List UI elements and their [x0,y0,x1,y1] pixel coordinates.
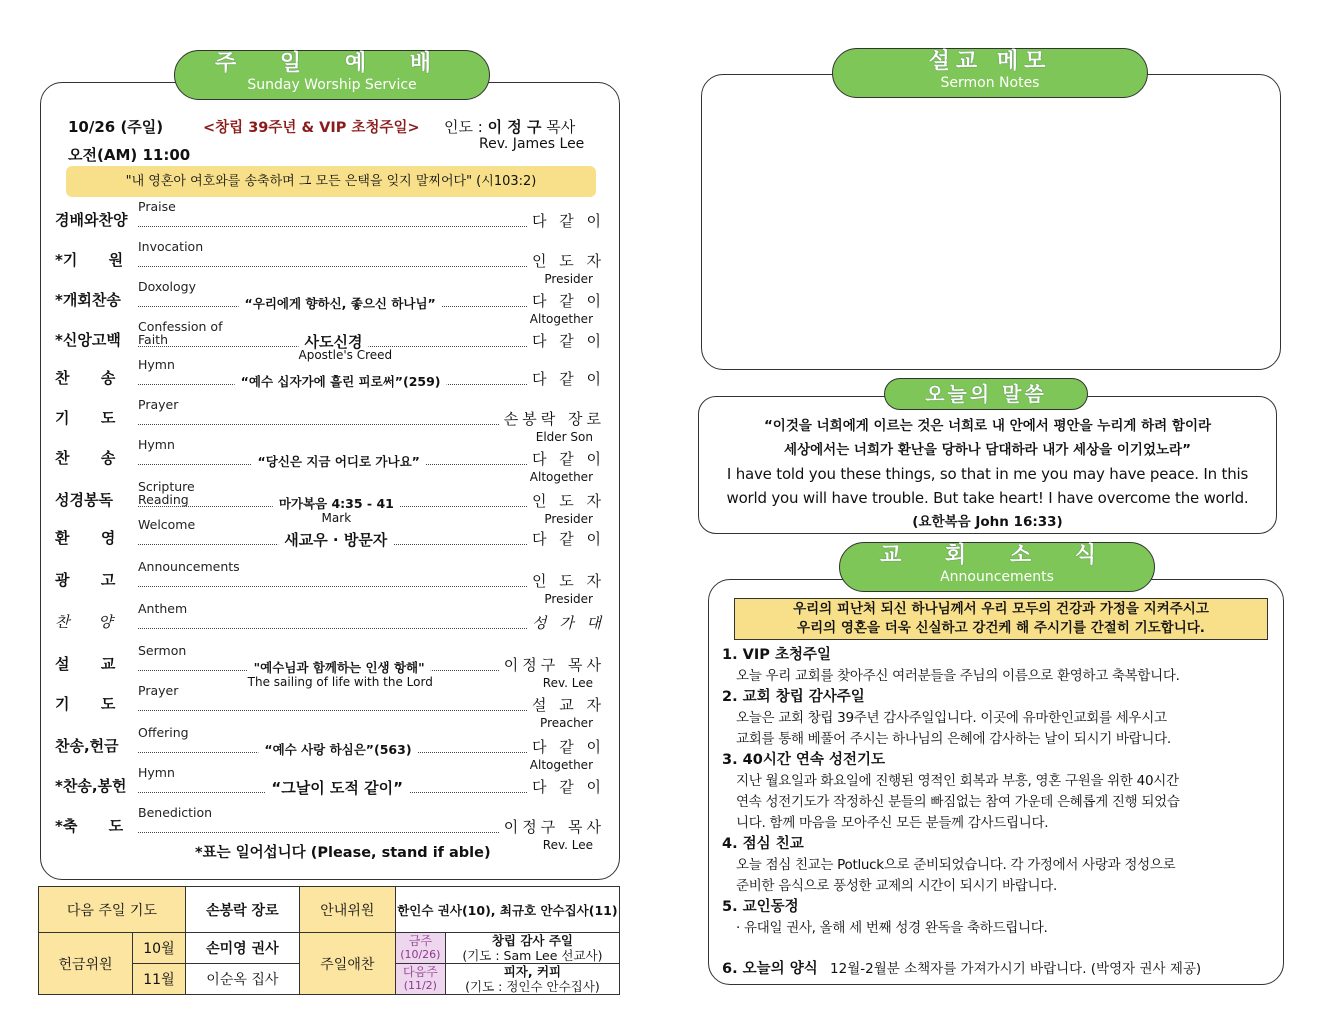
order-detail-text: “당신은 지금 어디로 가나요” [257,454,420,469]
order-label: 기 도 [55,409,116,427]
next-week-prayer: (기도 : 정인수 안수집사) [465,979,600,994]
order-person: 설 교 자 [528,694,605,715]
order-person-en: Presider [544,592,593,606]
word-en-line1: I have told you these things, so that in me you may have peace. In this [726,465,1249,483]
order-row [55,397,605,444]
word-ref: (요한복음 John 16:33) [912,514,1063,530]
order-person: 성 가 대 [528,612,605,633]
announcement-heading: 1. VIP 초청주일 [722,647,831,663]
leader-name: 이 정 구 [487,118,542,136]
order-person-en: Altogether [529,758,593,772]
sermon-notes-title-ko: 설교 메모 [928,49,1052,74]
offering-oct-name: 손미영 권사 [185,933,299,964]
usher-label: 안내위원 [299,887,395,933]
order-row [55,805,605,852]
leader-label: 인도 : [444,118,483,136]
announcement-body-line: 오늘은 교회 창립 39주년 감사주일입니다. 이곳에 유마한인교회를 세우시고 [736,710,1167,726]
order-row [55,725,605,772]
order-leader-dots [138,628,527,629]
prayer-banner-line1: 우리의 피난처 되신 하나님께서 우리 모두의 건강과 가정을 지켜주시고 [793,601,1209,617]
announcement-item [722,750,1267,834]
next-week-menu-cell [445,964,619,995]
order-person-en: Altogether [529,470,593,484]
announcement-item [722,687,1267,750]
order-en: Announcements [138,559,240,574]
order-person: 다 같 이 [528,210,605,231]
order-person-en: Altogether [529,312,593,326]
order-detail [247,658,433,689]
order-person: 다 같 이 [528,368,605,389]
order-en: Offering [138,725,189,740]
order-row [55,559,605,606]
item6-head: 6. 오늘의 양식 [722,961,818,977]
offering-label: 헌금위원 [39,933,133,995]
word-en-line2: world you will have trouble. But take heart! I have overcome the world. [726,489,1249,507]
order-detail [265,777,409,798]
order-person-en: Preacher [540,716,593,730]
order-en: Sermon [138,643,187,658]
next-week-label: 다음주 [402,965,438,979]
announcement-heading: 4. 점심 친교 [722,836,804,852]
next-week-menu: 피자, 커피 [503,964,562,979]
worship-time: 오전(AM) 11:00 [68,146,191,164]
worship-theme: <창립 39주년 & VIP 초청주일> [203,120,420,136]
order-label: 찬 송 [55,369,116,387]
order-detail-text: 마가복음 4:35 - 41 [278,496,394,511]
announcement-item [722,897,1267,939]
order-en: Doxology [138,279,197,294]
todays-word-text [705,414,1270,534]
order-row [55,239,605,286]
order-label: *개회찬송 [55,291,121,309]
this-week-cell [395,933,445,964]
verse-text: "내 영혼아 여호와를 송축하며 그 모든 은택을 잊지 말찌어다" (시103:2) [125,174,537,189]
item6-body: 12월-2월분 소책자를 가져가시기 바랍니다. (박영자 권사 제공) [830,961,1202,977]
verse-banner [66,166,596,197]
order-en: Prayer [138,683,179,698]
word-ko-line1: “이것을 너희에게 이르는 것은 너희로 내 안에서 평안을 누리게 하려 함이라 [763,418,1212,434]
worship-date: 10/26 (주일) [68,118,164,136]
order-person: 인 도 자 [528,570,605,591]
order-label: 찬 송 [55,449,116,467]
worship-title-pill [174,50,490,100]
prayer-banner-line2: 우리의 영혼을 더욱 신실하고 강건케 해 주시기를 간절히 기도합니다. [797,620,1205,636]
announcement-body-line: · 유대일 권사, 올해 세 번째 성경 완독을 축하드립니다. [736,920,1048,936]
announcement-body-line: 준비한 음식으로 풍성한 교제의 시간이 되시기 바랍니다. [736,878,1057,894]
order-detail-text: "예수님과 함께하는 인생 항해" [253,660,425,675]
order-leader-dots [138,266,527,267]
announcements-pill [839,542,1155,592]
this-week-prayer: (기도 : Sam Lee 선교사) [462,948,603,963]
order-detail-text: 새교우 · 방문자 [284,531,388,549]
announcement-body-line: 오늘 점심 친교는 Potluck으로 준비되었습니다. 각 가정에서 사랑과 정성으로 [736,857,1176,873]
order-person: 인 도 자 [528,250,605,271]
order-person: 다 같 이 [528,330,605,351]
announcement-body-line: 오늘 우리 교회를 찾아주신 여러분들을 주님의 이름으로 환영하고 축복합니다. [736,668,1180,684]
order-leader-dots [138,710,527,711]
usher-names: 한인수 권사(10), 최규호 안수집사(11) [395,887,619,933]
order-label: 기 도 [55,695,116,713]
order-detail [239,294,442,312]
order-row [55,601,605,636]
order-person-en: Presider [544,512,593,526]
order-detail [273,494,400,525]
announcement-item-6 [722,957,1201,978]
order-row [55,199,605,234]
order-person: 이정구 목사 [500,816,605,837]
order-label: 성경봉독 [55,491,113,509]
this-week-menu-cell [445,933,619,964]
word-ko-line2: 세상에서는 너희가 환난을 당하나 담대하라 내가 세상을 이기었노라” [784,442,1191,458]
order-en: Confession of Faith [138,319,223,347]
leader-title: 목사 [546,118,576,136]
order-en: Praise [138,199,176,214]
order-en: Invocation [138,239,204,254]
leader-en: Rev. James Lee [479,136,585,152]
order-detail-en: Apostle's Creed [298,348,393,362]
offering-nov-name: 이순옥 집사 [185,964,299,995]
announcement-item [722,834,1267,897]
announcements-title-ko: 교 회 소 식 [880,543,1114,568]
announcement-body-line: 지난 월요일과 화요일에 진행된 영적인 회복과 부흥, 영혼 구원을 위한 40시간 [736,773,1179,789]
order-detail-text: “예수 사랑 하심은”(563) [264,742,412,757]
order-person: 다 같 이 [528,736,605,757]
order-leader-dots [138,586,527,587]
order-label: 환 영 [55,529,116,547]
next-prayer-name: 손봉락 장로 [185,887,299,933]
order-detail-en: The sailing of life with the Lord [247,675,433,689]
announcements-title-en: Announcements [940,569,1054,585]
order-en: Benediction [138,805,213,820]
this-week-label: 금주 [408,934,432,948]
order-person-en: Elder Son [535,430,593,444]
lunch-label: 주일애찬 [299,933,395,995]
announcement-heading: 2. 교회 창립 감사주일 [722,689,865,705]
order-label: 광 고 [55,571,116,589]
offering-oct: 10월 [133,933,186,964]
todays-word-pill [884,378,1088,410]
next-week-date: (11/2) [403,979,437,992]
order-label: 찬 양 [55,613,113,631]
announcement-body-line: 교회를 통해 베풀어 주시는 하나님의 은혜에 감사하는 날이 되시기 바랍니다. [736,731,1171,747]
order-label: *기 원 [55,251,124,269]
announcement-list [722,645,1267,939]
order-person: 다 같 이 [528,448,605,469]
order-en: Hymn [138,357,175,372]
order-row [55,643,605,690]
order-person: 다 같 이 [528,528,605,549]
announcement-heading: 5. 교인동정 [722,899,799,915]
order-detail [278,529,393,550]
order-person-en: Rev. Lee [542,676,593,690]
order-en: Hymn [138,765,175,780]
order-person: 이정구 목사 [500,654,605,675]
order-label: 경배와찬양 [55,211,128,229]
order-row [55,357,605,392]
stand-note: *표는 일어섭니다 (Please, stand if able) [195,845,491,861]
next-week-cell [395,964,445,995]
this-week-date: (10/26) [400,948,441,961]
order-detail-text: “우리에게 향하신, 좋으신 하나님” [244,296,436,311]
order-label: 설 교 [55,655,116,673]
order-leader-dots [138,226,527,227]
announcement-item [722,645,1267,687]
sermon-notes-title-en: Sermon Notes [940,75,1040,91]
order-en: Hymn [138,437,175,452]
order-detail-text: 사도신경 [304,333,363,351]
this-week-menu: 창립 감사 주일 [491,933,573,948]
sermon-notes-panel [701,74,1281,370]
order-label: *찬송,봉헌 [55,777,127,795]
order-person-en: Rev. Lee [542,838,593,852]
order-en: Welcome [138,517,196,532]
order-person-en: Presider [544,272,593,286]
order-detail-text: “예수 십자가에 흘린 피로써”(259) [240,374,441,389]
order-detail [298,331,393,362]
info-table [38,886,620,995]
order-leader-dots [138,424,527,425]
announcement-body-line: 니다. 함께 마음을 모아주신 모든 분들께 감사드립니다. [736,815,1049,831]
order-label: *축 도 [55,817,124,835]
order-person: 손봉락 장로 [500,408,605,429]
order-detail [258,740,417,758]
offering-nov: 11월 [133,964,186,995]
todays-word-title: 오늘의 말씀 [925,382,1047,406]
order-en: Scripture Reading [138,479,195,507]
order-label: 찬송,헌금 [55,737,119,755]
sermon-notes-pill [832,48,1148,98]
order-detail-en: Mark [321,511,352,525]
announcement-heading: 3. 40시간 연속 성전기도 [722,752,885,768]
order-leader-dots [138,832,527,833]
leader-line [444,116,575,137]
order-person: 인 도 자 [528,490,605,511]
order-person: 다 같 이 [528,776,605,797]
order-en: Prayer [138,397,179,412]
order-detail [235,372,447,390]
worship-title-ko: 주 일 예 배 [215,51,449,76]
order-detail [252,452,426,470]
announcement-body-line: 연속 성전기도가 작정하신 분들의 빠짐없는 참여 가운데 은혜롭게 진행 되었습 [736,794,1180,810]
order-person: 다 같 이 [528,290,605,311]
order-en: Anthem [138,601,188,616]
next-prayer-label: 다음 주일 기도 [39,887,186,933]
prayer-banner [734,598,1268,640]
order-detail-text: “그날이 도적 같이” [271,779,403,797]
worship-title-en: Sunday Worship Service [247,77,417,93]
order-label: *신앙고백 [55,331,121,349]
